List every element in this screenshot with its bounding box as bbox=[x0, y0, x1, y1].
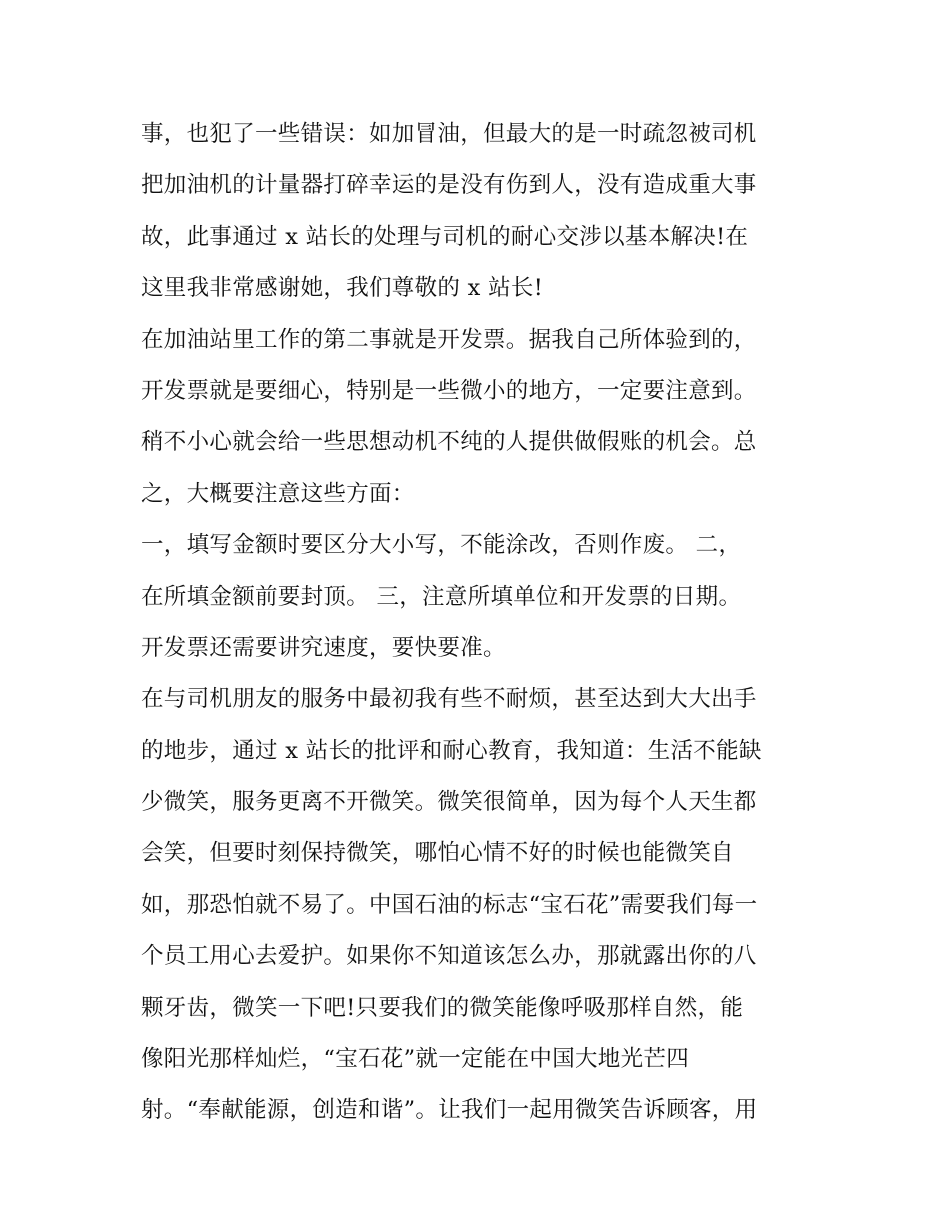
text-line: 一，填写金额时要区分大小写，不能涂改，否则作废。 二， bbox=[141, 532, 742, 559]
text-line: 开发票就是要细心，特别是一些微小的地方，一定要注意到。 bbox=[141, 377, 757, 404]
text-line: 个员工用心去爱护。如果你不知道该怎么办，那就露出你的八 bbox=[141, 943, 757, 970]
text-line: 如，那恐怕就不易了。中国石油的标志“宝石花”需要我们每一 bbox=[141, 891, 758, 918]
text-line: 会笑，但要时刻保持微笑，哪怕心情不好的时候也能微笑自 bbox=[141, 840, 734, 867]
text-line: 这里我非常感谢她，我们尊敬的 x 站长! bbox=[141, 275, 544, 302]
text-line: 在加油站里工作的第二事就是开发票。据我自己所体验到的， bbox=[141, 326, 757, 353]
text-line: 稍不小心就会给一些思想动机不纯的人提供做假账的机会。总 bbox=[141, 429, 757, 456]
text-line: 的地步，通过 x 站长的批评和耐心教育，我知道：生活不能缺 bbox=[141, 737, 762, 764]
text-line: 把加油机的计量器打碎幸运的是没有伤到人，没有造成重大事 bbox=[141, 172, 757, 199]
text-line: 少微笑，服务更离不开微笑。微笑很简单，因为每个人天生都 bbox=[141, 789, 757, 816]
text-line: 射。“奉献能源，创造和谐”。让我们一起用微笑告诉顾客，用 bbox=[141, 1097, 758, 1124]
text-line: 像阳光那样灿烂，“宝石花”就一定能在中国大地光芒四 bbox=[141, 1046, 690, 1073]
text-line: 在所填金额前要封顶。 三，注意所填单位和开发票的日期。 bbox=[141, 583, 742, 610]
text-line: 故，此事通过 x 站长的处理与司机的耐心交涉以基本解决!在 bbox=[141, 223, 749, 250]
text-line: 之，大概要注意这些方面： bbox=[141, 480, 415, 507]
text-line: 开发票还需要讲究速度，要快要准。 bbox=[141, 634, 506, 661]
text-line: 颗牙齿，微笑一下吧!只要我们的微笑能像呼吸那样自然，能 bbox=[141, 994, 744, 1021]
document-text-body bbox=[141, 109, 821, 1137]
text-line: 事，也犯了一些错误：如加冒油，但最大的是一时疏忽被司机 bbox=[141, 121, 757, 147]
text-line: 在与司机朋友的服务中最初我有些不耐烦，甚至达到大大出手 bbox=[141, 686, 757, 713]
